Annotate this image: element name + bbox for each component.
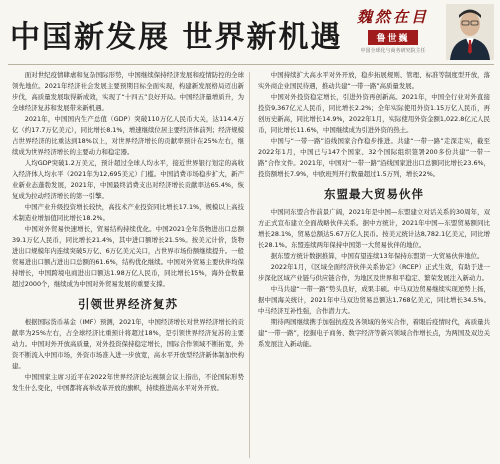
article-paragraph: 期待两国继续携手加强抗疫及各领域的务实合作，着眼后疫情时代，高质量共建“一带一路”，挖掘电子商务、数字经济等新兴领域合作增长点，为两国及双边关系发展注入新动能。 [258,318,490,348]
article-paragraph: 中国产业升级投资增长较快，高技术产业投资同比增长17.1%，规模以上高技术制造业增加值同比增长18.2%。 [12,203,244,222]
column-badge [345,8,441,54]
subheading: 引领世界经济复苏 [78,297,178,311]
left-column [12,70,244,460]
article-paragraph: 中国持续扩大高水平对外开放，稳步拓展规则、管理、标准等制度型开放，落实外商企业国民待遇，推动共建“一带一路”高质量发展。 [258,71,490,90]
column-name: 魏然在目 [356,8,429,26]
headline: 中国新发展 世界新机遇 [10,20,343,55]
article-paragraph: 人均GDP突破1.2万美元，预计超过全球人均水平，接近世界银行划定的高收入经济体人均水平（2021年为12,695美元）门槛。中国消费市场稳步扩大，新产业新业态蓬勃发展，2021年，中国最终消费支出对经济增长贡献率达65.4%，恢复成为拉动经济增长的第一引擎。 [12,159,244,200]
article-paragraph: 中国同东盟合作前景广阔，2021年是中国—东盟建立对话关系的30周年，双方正式宣布建立全面战略伙伴关系。据中方统计，2021年中国—东盟贸易额同比增长28.1%，贸易总额达5.67万亿人民币。按美元统计达8,782.1亿美元，同比增长28.1%。东盟连续两年保持中国第一大贸易伙伴的地位。 [258,208,490,249]
right-column [258,70,490,460]
author-name: 鲁世巍 [368,30,417,45]
author-portrait [446,4,494,60]
article-paragraph: 中国与“一带一路”沿线国家合作稳步推进。共建“一带一路”走深走实，截至2022年1月，中国已与147个国家、32个国际组织签署200多份共建“一带一路”合作文件。2021年，中国对“一带一路”沿线国家进出口总额同比增长23.6%，投资额增长7.9%，中欧班列开行数量超过1.5万列，增长22%。 [258,137,490,178]
article-paragraph: 面对世纪疫情肆虐和复杂国际形势，中国继续保持经济发展和疫情防控的全球领先地位。2021年经济社会发展主要预期目标全面实现，构建新发展格局迈出新步伐，高质量发展取得新成效，实现了“十四五”良好开局。中国经济量增质升，为全球经济复苏和发展带来新机遇。 [12,71,244,112]
article-paragraph: 中国国家主席习近平在2022年世界经济论坛视频会议上指出，不论国际形势发生什么变化，中国都将高举改革开放的旗帜，持续推进高水平对外开放。 [12,373,244,392]
article-paragraph: 据东盟方统计数据推算，中国有望连续13年保持东盟第一大贸易伙伴地位。 [270,252,484,260]
page-header [0,0,500,70]
article-paragraph: 2022年1月，《区域全面经济伙伴关系协定》（RCEP）正式生效，有助于进一步深化区域产业链与供应链合作，为地区及世界和平稳定、繁荣发展注入新动力。 [258,263,490,282]
article-paragraph: 2021年，中国国内生产总值（GDP）突破110万亿人民币大关，达114.4万亿（约17.7万亿美元），同比增长8.1%，增速继续位居主要经济体前列；经济规模占世界经济的比重达到18%以上，对世界经济增长的贡献率预计在25%左右，继续成为世界经济增长的主要动力和稳定器。 [12,115,244,156]
author-title: 中国全球化与商务研究院主任 [360,48,426,54]
article-paragraph: 中国对外投资稳定增长，引进外资再创新高。2021年，中国全行业对外直接投资9,367亿元人民币，同比增长2.2%；全年实际使用外资1.15万亿人民币，再创历史新高，同比增长14.9%，2022年1月，实际使用外资金额1,022.8亿元人民币，同比增长11.6%，中国继续成为引进外资的热土。 [258,93,490,134]
subheading: 东盟最大贸易伙伴 [324,187,424,201]
article-paragraph: 根据国际货币基金（IMF）预测，2021年，中国经济增长对世界经济增长的贡献率为25%左右，占全球经济比重预计将超过18%，是引领世界经济复苏的主要动力。中国对外开放高质量，对外投资保持稳定增长，国际合作领域不断拓宽，外资不断流入中国市场，外资市场准入进一步放宽，高水平开放型经济新体制加快构建。 [12,318,244,370]
column-divider [249,72,250,458]
article-paragraph: 中马共建“一带一路”势头良好，成果丰硕。中马双边贸易继续实现逆势上扬，据中国海关统计，2021年中马双边贸易总额达1,768亿美元，同比增长34.5%。中马经济互补性强，合作潜力大。 [258,285,490,315]
header-divider [8,64,494,65]
article-paragraph: 中国对外贸易快速增长，贸易结构持续优化。中国2021全年货物进出口总额39.1万亿人民币，同比增长21.4%，其中进口额增长21.5%。按美元计价，货物进出口规模年内连续突破5万亿、6万亿美元关口，占世界市场份额继续提升。一般贸易进出口额占进出口总额的61.6%，结构优化继续。中国对外贸易主要伙伴均保持增长，中国跨境电商进出口额达1.98万亿人民币，同比增长15%，海外仓数量超过2000个，继续成为中国对外贸易发展的重要支撑。 [12,225,244,288]
